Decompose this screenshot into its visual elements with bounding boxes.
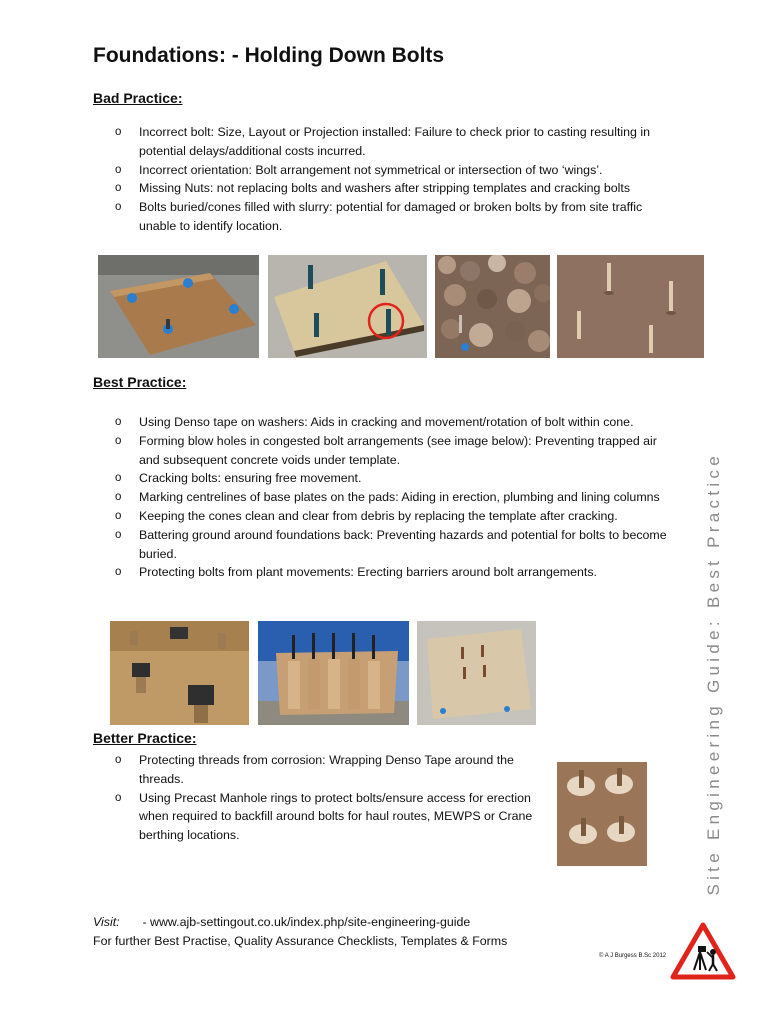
visit-link[interactable]: - www.ajb-settingout.co.uk/index.php/site-engineering-guide: [142, 915, 471, 929]
photo-incorrect-orientation: [268, 255, 427, 358]
page-title: Foundations: - Holding Down Bolts: [93, 44, 445, 67]
list-item: o Bolts buried/cones filled with slurry: potential for damaged or broken bolts by from site traffic unable to identify location.: [115, 198, 675, 236]
better-practice-heading: Better Practice:: [93, 730, 197, 746]
list-item: o Missing Nuts: not replacing bolts and washers after stripping templates and cracking bolts: [115, 179, 675, 198]
photo-bolts-buried-slurry: [557, 255, 704, 358]
copyright-notice: © A J Burgess B.Sc 2012: [599, 953, 667, 959]
better-practice-list: [115, 751, 545, 845]
photo-template-centrelines: [417, 621, 536, 725]
bad-practice-heading: Bad Practice:: [93, 90, 183, 106]
best-practice-heading: Best Practice:: [93, 374, 187, 390]
list-item: o Protecting threads from corrosion: Wrapping Denso Tape around the threads.: [115, 751, 545, 789]
list-item: o Using Denso tape on washers: Aids in cracking and movement/rotation of bolt within cone.: [115, 413, 675, 432]
bad-practice-list: [115, 123, 675, 236]
list-item: o Forming blow holes in congested bolt arrangements (see image below): Preventing trapped air and subsequent concrete voids under template.: [115, 432, 675, 470]
side-guide-text: Site Engineering Guide: Best Practice: [704, 452, 723, 896]
photo-denso-tape-washers: [110, 621, 249, 725]
list-item: o Marking centrelines of base plates on the pads: Aiding in erection, plumbing and lining columns: [115, 488, 675, 507]
warning-triangle-icon: [670, 922, 736, 980]
list-item: o Incorrect bolt: Size, Layout or Projection installed: Failure to check prior to casting resulting in potential delays/additional costs incurred.: [115, 123, 675, 161]
photo-blow-holes-cones: [258, 621, 409, 725]
photo-missing-nuts: [435, 255, 550, 358]
list-item: o Using Precast Manhole rings to protect bolts/ensure access for erection when required to backfill around bolts for haul routes, MEWPS or Crane berthing locations.: [115, 789, 545, 845]
list-item: o Battering ground around foundations back: Preventing hazards and potential for bolts to become buried.: [115, 526, 675, 564]
visit-label: Visit:: [93, 915, 120, 929]
side-guide-label: [700, 444, 728, 904]
photo-incorrect-bolt-plate: [98, 255, 259, 358]
list-item: o Protecting bolts from plant movements: Erecting barriers around bolt arrangements.: [115, 563, 675, 582]
photo-manhole-ring-bolts: [557, 762, 647, 866]
list-item: o Keeping the cones clean and clear from debris by replacing the template after cracking.: [115, 507, 675, 526]
best-practice-list: [115, 413, 675, 582]
footer-further-text: For further Best Practise, Quality Assurance Checklists, Templates & Forms: [93, 934, 508, 948]
list-item: o Incorrect orientation: Bolt arrangement not symmetrical or intersection of two ‘wings’.: [115, 161, 675, 180]
list-item: o Cracking bolts: ensuring free movement.: [115, 469, 675, 488]
footer-visit-line: [93, 915, 470, 929]
